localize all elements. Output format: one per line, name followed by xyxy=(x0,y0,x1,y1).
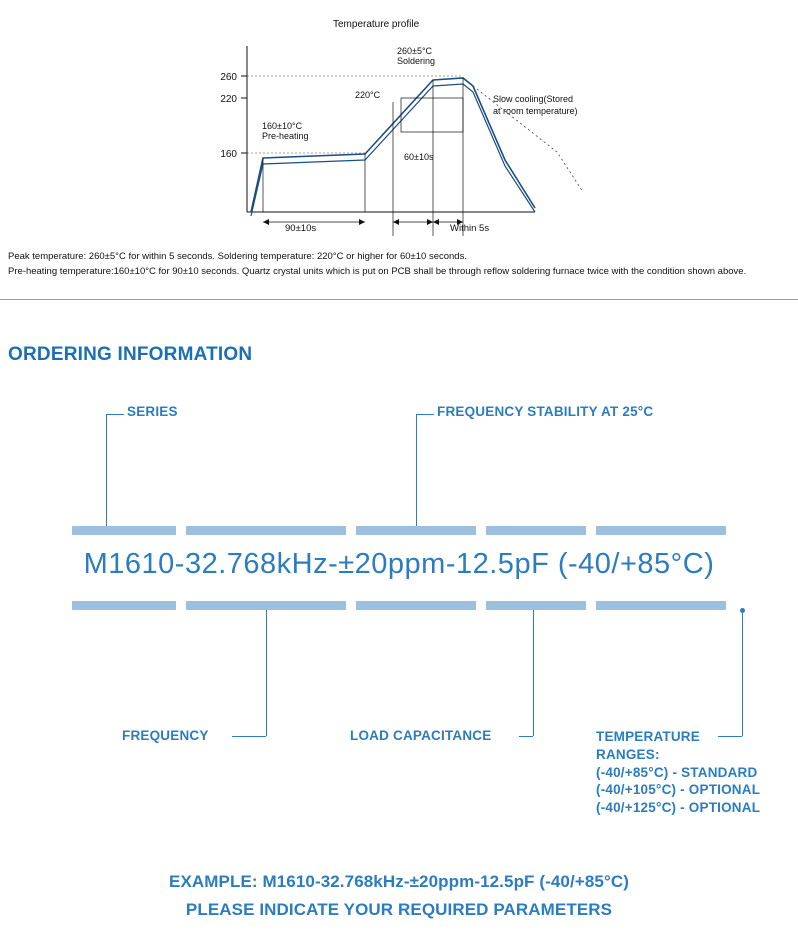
peak-annotation: 260±5°C Soldering xyxy=(397,46,436,66)
leader-stability-horizontal xyxy=(416,414,434,415)
callout-series: SERIES xyxy=(127,404,178,419)
axis-label-220: 220 xyxy=(220,94,237,105)
bar-bottom-stability xyxy=(356,601,476,610)
leader-series-horizontal xyxy=(106,414,124,415)
bar-top-series xyxy=(72,526,176,535)
ramp-annotation: 220°C xyxy=(355,90,381,100)
bar-bottom-series xyxy=(72,601,176,610)
leader-loadcap-vertical xyxy=(533,610,534,736)
temperature-profile-block xyxy=(0,0,798,300)
soldering-time-annotation: 60±10s xyxy=(404,152,434,162)
bar-bottom-temperature xyxy=(596,601,726,610)
bar-bottom-load-cap xyxy=(486,601,586,610)
example-part-number: EXAMPLE: M1610-32.768kHz-±20ppm-12.5pF (-40/+85°C) xyxy=(169,872,629,891)
axis-label-260: 260 xyxy=(220,72,237,83)
preheat-annotation: 160±10°C Pre-heating xyxy=(262,121,309,141)
bar-top-frequency xyxy=(186,526,346,535)
callout-stability: FREQUENCY STABILITY AT 25°C xyxy=(437,404,654,419)
part-number: M1610-32.768kHz-±20ppm-12.5pF (-40/+85°C) xyxy=(83,548,715,580)
ordering-footer xyxy=(0,872,798,920)
ordering-diagram xyxy=(0,380,798,900)
profile-note-1: Peak temperature: 260±5°C for within 5 seconds. Soldering temperature: 220°C or higher for 60±10 seconds. xyxy=(8,251,467,262)
preheat-time-annotation: 90±10s xyxy=(285,223,317,234)
within-5s-annotation: Within 5s xyxy=(450,223,490,234)
slow-cooling-annotation: Slow cooling(Stored at room temperature) xyxy=(493,94,578,117)
leader-loadcap-horizontal xyxy=(519,736,533,737)
leader-frequency-horizontal xyxy=(232,736,266,737)
instruction-text: PLEASE INDICATE YOUR REQUIRED PARAMETERS xyxy=(185,900,613,919)
bar-top-stability xyxy=(356,526,476,535)
temperature-ranges-title-2: RANGES: xyxy=(596,746,660,762)
axis-label-160: 160 xyxy=(220,149,237,160)
temperature-profile-chart xyxy=(205,40,625,240)
profile-notes xyxy=(8,250,788,279)
temperature-option-3: (-40/+125°C) - OPTIONAL xyxy=(596,800,761,816)
callout-load-capacitance: LOAD CAPACITANCE xyxy=(350,728,492,743)
temperature-option-1: (-40/+85°C) - STANDARD xyxy=(596,764,758,780)
bar-top-load-cap xyxy=(486,526,586,535)
temperature-ranges-title-1: TEMPERATURE xyxy=(596,729,700,744)
leader-frequency-vertical xyxy=(266,610,267,736)
temperature-option-2: (-40/+105°C) - OPTIONAL xyxy=(596,782,761,798)
page-title: ORDERING INFORMATION xyxy=(8,344,253,365)
bar-bottom-frequency xyxy=(186,601,346,610)
leader-stability-vertical xyxy=(416,414,417,526)
bar-top-temperature xyxy=(596,526,726,535)
leader-series-vertical xyxy=(106,414,107,526)
leader-temperature-dot xyxy=(740,608,745,613)
callout-temperature-ranges xyxy=(596,728,760,817)
leader-temperature-vertical xyxy=(742,610,743,736)
profile-note-2: Pre-heating temperature:160±10°C for 90±10 seconds. Quartz crystal units which is put on PCB shall be through reflow soldering furnace twice with the condition shown above. xyxy=(8,265,747,277)
profile-title: Temperature profile xyxy=(333,19,420,30)
callout-frequency: FREQUENCY xyxy=(122,728,209,743)
